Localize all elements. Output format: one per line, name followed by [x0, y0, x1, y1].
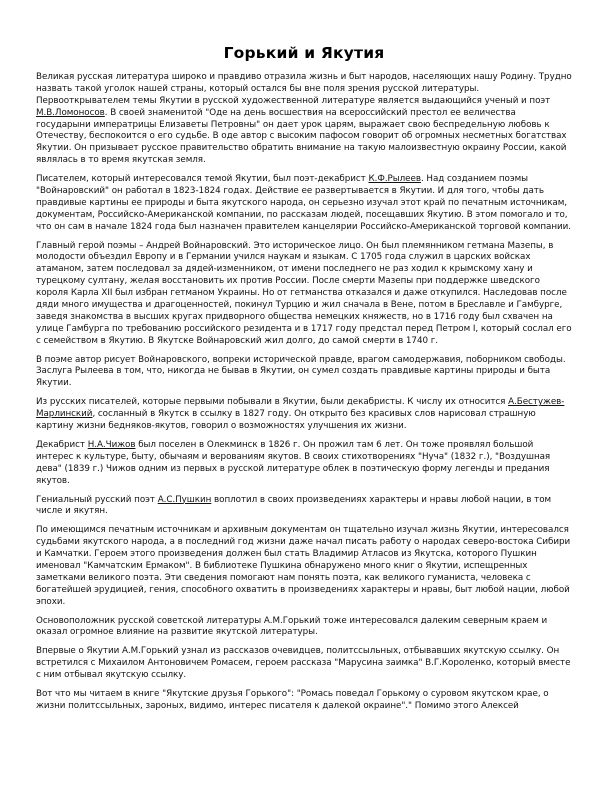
page-title: Горький и Якутия [223, 44, 385, 62]
link-bestuzhev[interactable]: А.Бестужев-Марлинский [36, 397, 565, 420]
paragraph-gorky-book: Вот что мы читаем в книге "Якутские друзья Горького": "Ромась поведал Горькому о суровом якутском крае, о жизни политссыльных, зароных, видимо, интерес писателя к далекой окраине"." Помимо этого Алексей [36, 688, 549, 711]
paragraph-voinarovsky: Главный герой поэмы – Андрей Войнаровский. Это историческое лицо. Он был племянником гетмана Мазепы, в молодости объездил Европу и в Германии учился наукам и языкам. С 1705 года служил в царских войсках атаманом, затем последовал за дядей-изменником, от имени последнего не раз ходил к крымскому хану и турецкому султану, желая восстановить их против России. После смерти Мазепы при поддержке шведского короля Карла XII был избран гетманом Украины. Но от гетманства отказался и даже откупился. Наследовав после дяди много имущества и драгоценностей, покинул Турцию и жил сначала в Вене, потом в Бреславле и Гамбурге, заведя знакомства в высших кругах придворного общества немецких княжеств, но в 1716 году был схвачен на улице Гамбурга по требованию российского резидента и в 1717 году предстал перед Петром I, который сослал его с семейством в Якутию. В Якутске Войнаровский жил долго, до самой смерти в 1740 г. [36, 240, 572, 346]
paragraph-gorky-intro: Основоположник русской советской литературы А.М.Горький тоже интересовался далеким северным краем и оказал огромное влияние на развитие якутской литературы. [36, 615, 548, 638]
paragraph-gorky-first: Впервые о Якутии А.М.Горький узнал из рассказов очевидцев, политссыльных, отбывавших якутскую ссылку. Он встретился с Михаилом Антоновичем Ромасем, героем рассказа "Марусина заимка" В.Г.Короленко, который вместе с ним отбывал якутскую ссылку. [36, 646, 571, 681]
paragraph-archives: По имеющимся печатным источникам и архивным документам он тщательно изучал жизнь Якутии, интересовался судьбами якутского народа, а в последний год жизни даже начал писать работу о народах северо-востока Сибири и Камчатки. Героем этого произведения должен был стать Владимир Атласов из Якутска, которого Пушкин именовал "Камчатским Ермаком". В библиотеке Пушкина обнаружено много книг о Якутии, испещренных заметками великого поэта. Эти сведения помогают нам понять поэта, как великого гуманиста, человека с богатейшей эрудицией, гения, способного охватить в произведениях характеры и нравы, быт любой нации, любой эпохи. [36, 525, 571, 607]
link-ryleev[interactable]: К.Ф.Рылеев [368, 174, 421, 185]
paragraph-pushkin: Гениальный русский поэт А.С.Пушкин воплотил в своих произведениях характеры и нравы любой нации, в том числе и якутян. [36, 494, 552, 517]
paragraph-chizhov: Декабрист Н.А.Чижов был поселен в Олекминск в 1826 г. Он прожил там 6 лет. Он тоже проявлял большой интерес к культуре, быту, обычаям и верованиям якутов. В своих стихотворениях "Нуча" (1832 г.), "Воздушная дева" (1839 г.) Чижов одним из первых в русской литературе облек в поэтическую форму легенды и предания якутов. [36, 439, 551, 486]
paragraph-lomonosov: Великая русская литература широко и правдиво отразила жизнь и быт народов, населяющих нашу Родину. Трудно назвать такой уголок нашей страны, который остался бы вне поля зрения русской литературы. Первооткрывателем темы Якутии в русской художественной литературе является выдающийся ученый и поэт М.В.Ломоносов. В своей знаменитой "Оде на день восшествия на всероссийский престол ее величества государыни императрицы Елизаветы Петровны" он дает урок царям, выражает свою беспредельную любовь к Отечеству, беспокоится о его судьбе. В оде автор с высоким пафосом говорит об огромных несметных богатствах Якутии. Он призывает русское правительство обратить внимание на такую малоизвестную окраину России, какой являлась в то время якутская земля. [36, 72, 572, 166]
link-lomonosov[interactable]: М.В.Ломоносов [36, 107, 105, 118]
link-pushkin[interactable]: А.С.Пушкин [157, 494, 212, 505]
paragraph-ryleev: Писателем, который интересовался темой Якутии, был поэт-декабрист К.Ф.Рылеев. Над созданием поэмы "Войнаровский" он работал в 1823-1824 годах. Действие ее развертывается в Якутии. И для того, чтобы дать правдивые картины ее природы и быта якутского народа, он серьезно изучал этот край по печатным источникам, документам, Российско-Американской компании, по рассказам людей, посещавших Якутию. В этом помогало и то, что он сам в начале 1824 года был назначен правителем канцелярии Российско-Американской торговой компании. [36, 174, 572, 232]
link-chizhov[interactable]: Н.А.Чижов [87, 439, 136, 450]
paragraph-poem: В поэме автор рисует Войнаровского, вопреки исторической правде, врагом самодержавия, поборником свободы. Заслуга Рылеева в том, что, никогда не бывав в Якутии, он сумел создать правдивые картины природы и быта Якутии. [36, 354, 566, 389]
paragraph-bestuzhev: Из русских писателей, которые первыми побывали в Якутии, были декабристы. К числу их относится А.Бестужев-Марлинский, сосланный в Якутск в ссылку в 1827 году. Он открыто без красивых слов нарисовал страшную картину жизни бедняков-якутов, говорил о возможностях улучшения их жизни. [36, 397, 565, 432]
